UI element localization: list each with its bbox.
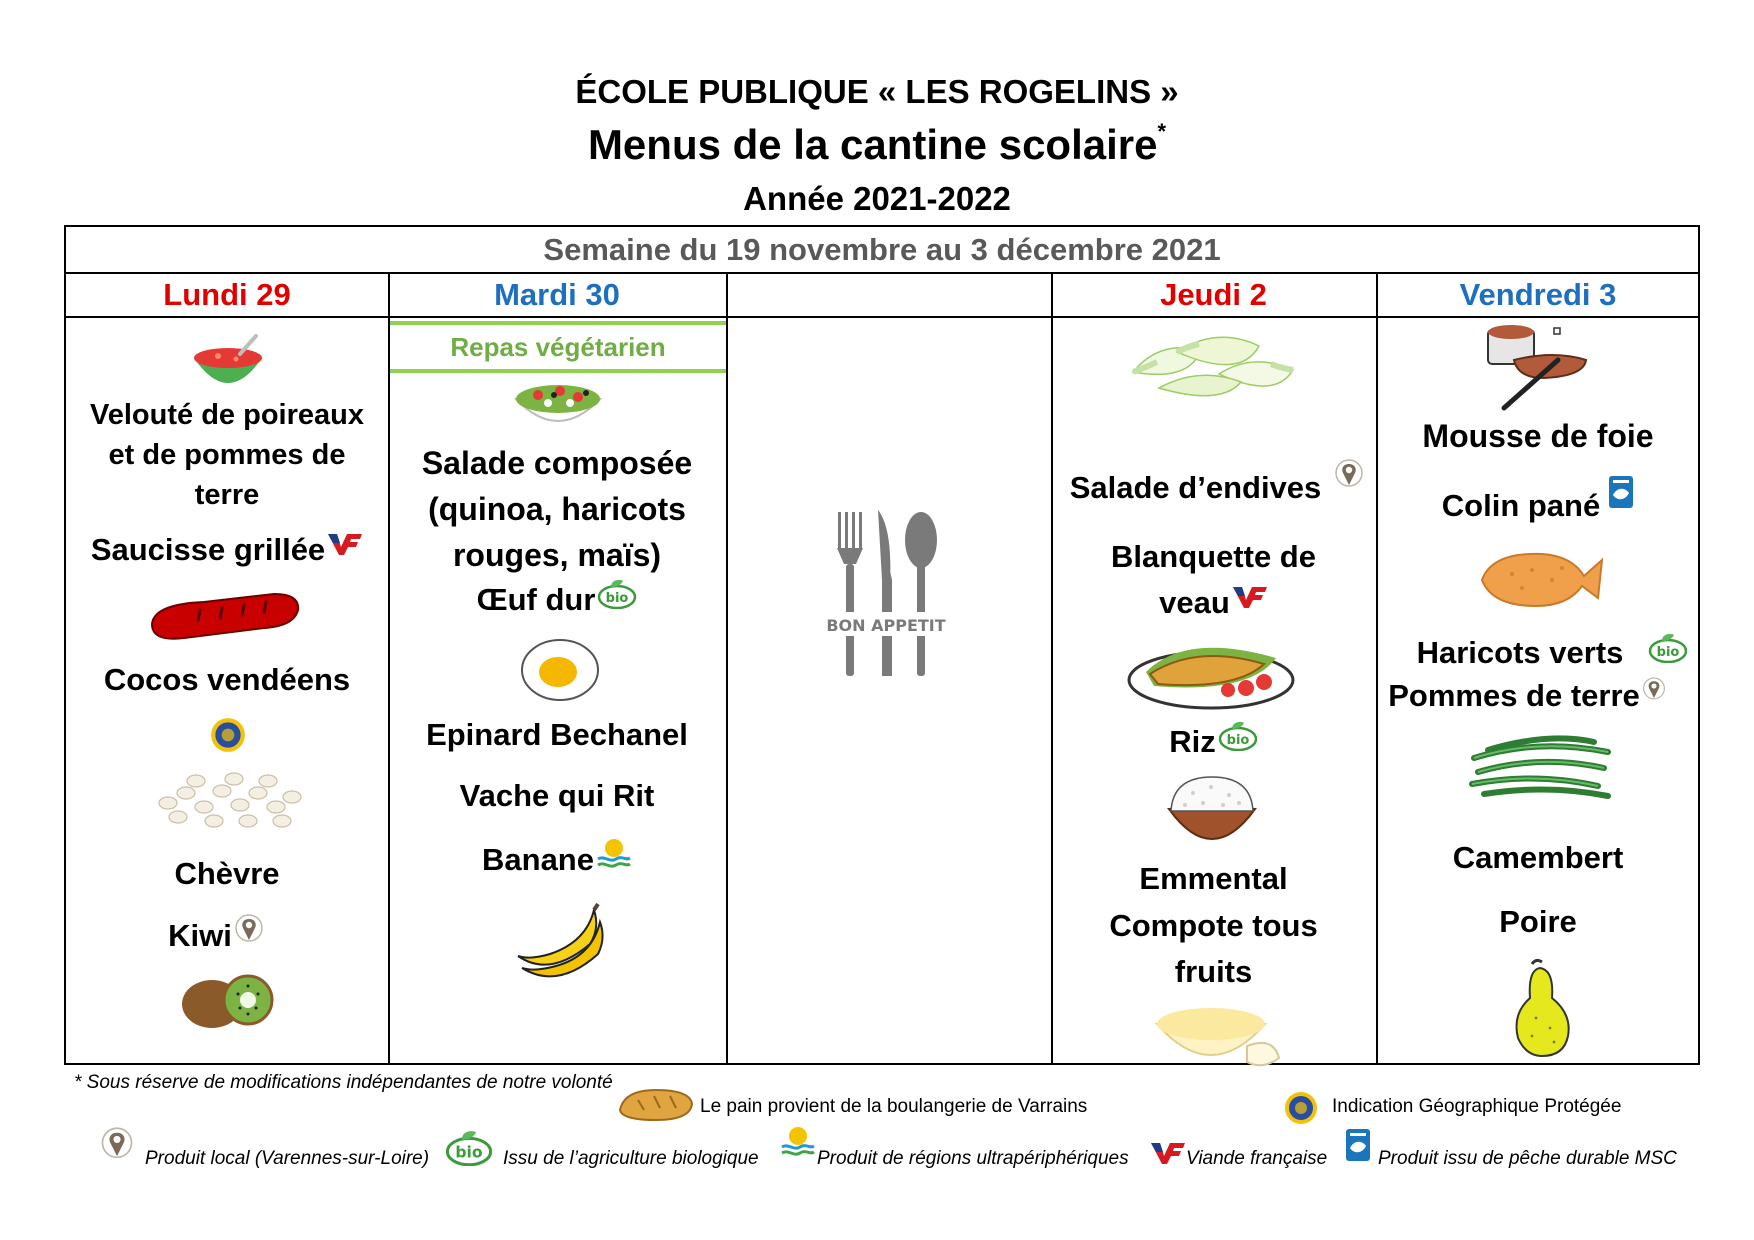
page-title — [0, 121, 1754, 169]
pear-image — [1506, 958, 1576, 1058]
menu-item: Riz — [1051, 720, 1376, 764]
rice-bowl-image — [1163, 773, 1261, 857]
viande-francaise-icon — [1232, 584, 1268, 610]
day-header-jeudi: Jeudi 2 — [1051, 272, 1376, 318]
menu-item: Haricots verts — [1376, 631, 1700, 675]
title-text: Menus de la cantine scolaire — [587, 121, 1158, 168]
kiwi-image — [178, 972, 278, 1030]
legend-bread-text: Le pain provient de la boulangerie de Varrains — [700, 1096, 1088, 1117]
menu-item: Velouté de poireaux et de pommes de terre — [90, 399, 364, 511]
boiled-egg-image — [518, 636, 602, 704]
rup-icon — [780, 1124, 816, 1160]
bread-icon — [616, 1086, 696, 1124]
produit-local-icon — [100, 1126, 134, 1164]
school-name: ÉCOLE PUBLIQUE « LES ROGELINS » — [575, 73, 1179, 110]
endives-image — [1129, 322, 1297, 402]
day-column-mardi — [388, 318, 726, 1063]
bio-icon — [1218, 721, 1258, 751]
day-header-lundi: Lundi 29 — [66, 272, 388, 318]
igp-icon — [209, 716, 247, 754]
bon-appetit-cutlery-image — [826, 508, 946, 683]
igp-icon — [1283, 1090, 1319, 1126]
menu-item: Compote tous fruits — [1109, 908, 1318, 989]
menu-item: Epinard Bechanel — [426, 717, 688, 752]
legend-local-text: Produit local (Varennes-sur-Loire) — [145, 1148, 430, 1169]
menu-item: Salade d’endives — [1051, 466, 1376, 510]
breaded-fish-image — [1472, 546, 1606, 612]
menu-item: Salade composée (quinoa, haricots rouges, maïs) — [421, 445, 693, 573]
green-beans-image — [1468, 728, 1614, 804]
menu-item: Blanquette de veau — [1111, 539, 1316, 620]
menu-item: Emmental — [1139, 861, 1288, 896]
menu-item: Vache qui Rit — [459, 778, 655, 813]
compote-image — [1151, 996, 1283, 1074]
menu-item: Poire — [1499, 904, 1577, 939]
menu-item: Mousse de foie — [1422, 418, 1654, 454]
menu-item: Cocos vendéens — [103, 662, 351, 697]
legend-igp-text: Indication Géographique Protégée — [1332, 1096, 1622, 1117]
bio-icon — [1648, 633, 1688, 663]
menu-item: Pommes de terre — [1376, 674, 1700, 718]
school-year: Année 2021-2022 — [743, 180, 1011, 217]
menu-item: Camembert — [1452, 840, 1624, 875]
banana-image — [510, 898, 608, 986]
day-column-mercredi — [726, 318, 1051, 1063]
produit-local-icon — [1334, 458, 1364, 492]
soup-bowl-image — [188, 334, 268, 400]
day-column-vendredi — [1376, 318, 1700, 1063]
blanquette-plate-image — [1126, 628, 1296, 710]
day-header-mercredi — [726, 272, 1051, 318]
day-header-mardi: Mardi 30 — [388, 272, 726, 318]
menu-item: Chèvre — [174, 856, 280, 891]
rup-icon — [596, 837, 632, 871]
mousse-de-foie-image — [1474, 320, 1594, 412]
menu-item: Saucisse grillée — [66, 528, 388, 572]
week-banner: Semaine du 19 novembre au 3 décembre 2021 — [66, 227, 1698, 274]
menu-item: Œuf dur — [388, 578, 726, 622]
bon-appetit-text: BON APPETIT — [826, 616, 946, 635]
day-column-lundi — [66, 318, 388, 1063]
menu-item: Kiwi — [66, 914, 388, 958]
legend-bio-text: Issu de l’agriculture biologique — [503, 1148, 759, 1169]
viande-francaise-icon — [327, 531, 363, 557]
menu-item: Colin pané — [1376, 484, 1700, 528]
title-asterisk: * — [1157, 119, 1167, 144]
sausage-image — [144, 586, 304, 646]
produit-local-icon — [234, 913, 264, 947]
beans-image — [148, 763, 308, 843]
bio-icon — [597, 579, 637, 609]
legend-rup-text: Produit de régions ultrapériphériques — [817, 1148, 1129, 1169]
vegetarian-banner: Repas végétarien — [390, 321, 726, 373]
menu-table — [64, 225, 1700, 1065]
menu-item: Banane — [388, 838, 726, 882]
msc-icon — [1608, 475, 1634, 509]
salad-bowl-image — [510, 373, 606, 435]
footnote: * Sous réserve de modifications indépendantes de notre volonté — [74, 1072, 613, 1093]
day-header-vendredi: Vendredi 3 — [1376, 272, 1700, 318]
viande-francaise-icon — [1150, 1140, 1186, 1166]
msc-icon — [1345, 1128, 1371, 1162]
bio-icon — [444, 1130, 494, 1166]
legend-vf-text: Viande française — [1186, 1148, 1328, 1169]
legend-msc-text: Produit issu de pêche durable MSC — [1378, 1148, 1677, 1169]
day-column-jeudi — [1051, 318, 1376, 1063]
produit-local-icon — [1642, 676, 1666, 704]
